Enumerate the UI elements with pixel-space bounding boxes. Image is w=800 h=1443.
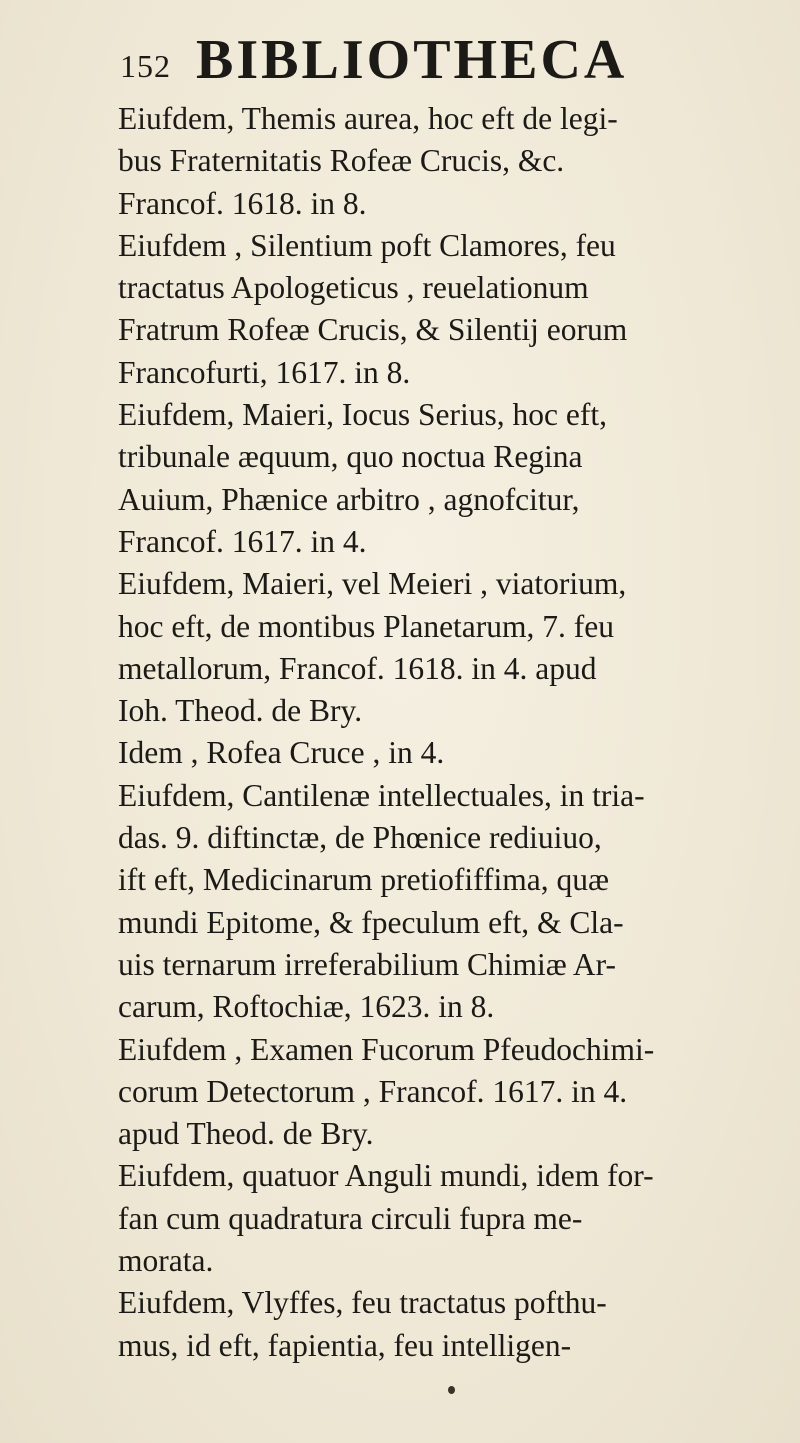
bibliography-entry xyxy=(118,98,768,225)
entry-line: Eiufdem, Vlyffes, feu tractatus pofthu- xyxy=(118,1285,607,1321)
entry-line: fan cum quadratura circuli fupra me- xyxy=(118,1200,583,1236)
entry-line: Eiufdem, Themis aurea, hoc eft de legi- xyxy=(118,101,618,136)
entry-line: Idem , Rofea Cruce , in 4. xyxy=(118,735,445,771)
entry-line: das. 9. diftinctæ, de Phœnice rediuiuo, xyxy=(118,820,602,856)
bibliography-entry xyxy=(118,1282,768,1367)
entry-line: ift eft, Medicinarum pretiofiffima, quæ xyxy=(118,862,610,898)
bibliography-entry xyxy=(118,225,768,394)
entry-line: Eiufdem , Silentium poft Clamores, feu xyxy=(118,227,616,263)
entry-line: Eiufdem, Maieri, vel Meieri , viatorium, xyxy=(118,566,627,602)
bibliography-entry xyxy=(118,394,768,563)
bibliography-entry xyxy=(118,563,768,732)
page-header xyxy=(0,26,800,96)
entry-line: Fratrum Rofeæ Crucis, & Silentij eorum xyxy=(118,312,628,348)
entry-line: tribunale æquum, quo noctua Regina xyxy=(118,439,583,475)
entry-line: Auium, Phænice arbitro , agnofcitur, xyxy=(118,481,580,517)
running-head: BIBLIOTHECA xyxy=(196,29,628,91)
entry-line: carum, Roftochiæ, 1623. in 8. xyxy=(118,989,495,1025)
bibliography-entry xyxy=(118,732,768,774)
entry-line: hoc eft, de montibus Planetarum, 7. feu xyxy=(118,608,615,644)
entry-line: Eiufdem, Maieri, Iocus Serius, hoc eft, xyxy=(118,397,607,433)
entry-line: uis ternarum irreferabilium Chimiæ Ar- xyxy=(118,946,617,982)
entry-line: Francof. 1618. in 8. xyxy=(118,185,367,221)
entry-line: Francofurti, 1617. in 8. xyxy=(118,354,411,390)
bibliography-entry xyxy=(118,775,768,1029)
entry-line: corum Detectorum , Francof. 1617. in 4. xyxy=(118,1073,628,1109)
ink-speck xyxy=(448,1386,455,1394)
entry-line: Ioh. Theod. de Bry. xyxy=(118,693,363,729)
entry-line: mundi Epitome, & fpeculum eft, & Cla- xyxy=(118,904,624,940)
entry-line: Eiufdem , Examen Fucorum Pfeudochimi- xyxy=(118,1031,655,1067)
entry-line: bus Fraternitatis Rofeæ Crucis, &c. xyxy=(118,143,565,179)
page-number: 152 xyxy=(120,48,171,84)
entry-line: apud Theod. de Bry. xyxy=(118,1116,374,1152)
entry-line: morata. xyxy=(118,1243,214,1279)
bibliography-entry xyxy=(118,1029,768,1156)
entry-line: metallorum, Francof. 1618. in 4. apud xyxy=(118,650,597,686)
entry-line: Eiufdem, quatuor Anguli mundi, idem for- xyxy=(118,1158,654,1194)
bibliography-entry xyxy=(118,1155,768,1282)
entry-line: Eiufdem, Cantilenæ intellectuales, in tria- xyxy=(118,777,645,813)
entry-line: mus, id eft, fapientia, feu intelligen- xyxy=(118,1327,572,1363)
entry-line: Francof. 1617. in 4. xyxy=(118,523,367,559)
entry-line: tractatus Apologeticus , reuelationum xyxy=(118,270,589,306)
bibliography-entries xyxy=(118,98,768,1367)
